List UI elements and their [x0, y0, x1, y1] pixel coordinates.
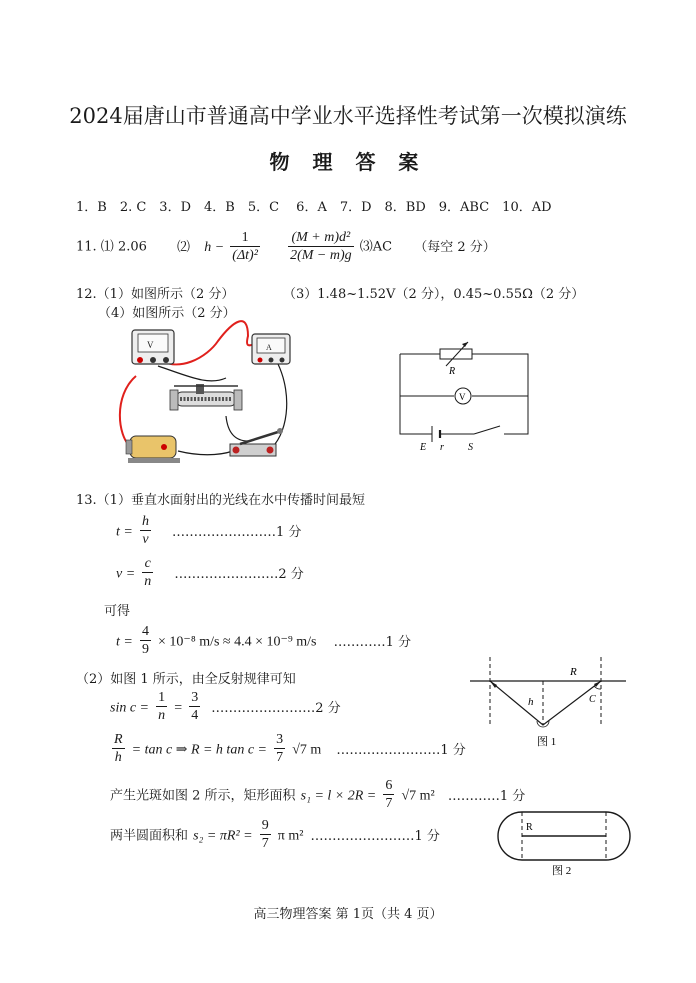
page-footer: 高三物理答案 第 1页（共 4 页）: [253, 907, 443, 922]
rheostat-icon: [170, 384, 242, 410]
figure-1: [470, 655, 630, 750]
switch-symbol-icon: [474, 426, 500, 434]
ammeter-icon: [252, 334, 290, 364]
schematic-label-S: S: [468, 442, 473, 453]
page-title: 2024届唐山市普通高中学业水平选择性考试第一次模拟演练: [69, 104, 627, 128]
schematic-label-R: R: [449, 366, 456, 377]
q11-prefix: 11. ⑴ 2.06: [76, 239, 147, 255]
q12-line1-right: （3）1.48~1.52V（2 分），0.45~0.55Ω（2 分）: [283, 287, 585, 302]
figure-2: [494, 808, 634, 878]
switch-icon: [230, 428, 283, 456]
q13-kede: 可得: [104, 604, 131, 619]
q13-eq5: $\frac{R}{h}$ = tan c ⇒ R = h tan c = $\frac{3}{7}$ √7 m ……………………1 分: [114, 732, 466, 765]
svg-text:A: A: [266, 343, 272, 352]
q11-h-minus: h −: [204, 239, 225, 255]
q11-frac1: $\frac{1}{\text{(Δt)²}}$: [232, 230, 258, 263]
q13-eq2: v = $\frac{c}{n}$ ……………………2 分: [116, 556, 304, 589]
svg-text:V: V: [147, 340, 154, 350]
circuit-schematic: [394, 338, 534, 456]
schematic-label-V: V: [459, 392, 466, 402]
q13-eq3: t = $\frac{4}{9}$ × 10⁻⁸ m/s ≈ 4.4 × 10⁻⁹ m/s …………1 分: [116, 624, 412, 657]
q11-part2-label: ⑵: [177, 239, 191, 255]
q11-note: （每空 2 分）: [414, 239, 496, 255]
q13-eq6: 产生光斑如图 2 所示，矩形面积 s₁ = l × 2R = $\frac{6}{7}$ √7 m² …………1 分: [110, 778, 526, 811]
q13-eq7: 两半圆面积和 s₂ = πR² = $\frac{9}{7}$ π m² ……………………1 分: [110, 818, 440, 851]
q11-part3: ⑶AC: [359, 239, 393, 255]
q13-part2-intro: （2）如图 1 所示，由全反射规律可知: [76, 672, 296, 687]
q12-line1-left: 12.（1）如图所示（2 分）: [76, 287, 235, 302]
battery-icon: [126, 436, 180, 463]
schematic-label-r: r: [440, 442, 444, 453]
q13-part1-intro: 13.（1）垂直水面射出的光线在水中传播时间最短: [76, 493, 365, 508]
q11-frac2: $\frac{\text{(M + m)d²}}{2(M - m)g}$: [290, 230, 352, 263]
answer-11: [76, 230, 496, 264]
fig2-label-R: R: [526, 822, 533, 833]
resistor-icon: [440, 349, 472, 359]
fig1-label-R: R: [570, 666, 577, 678]
schematic-label-E: E: [420, 442, 427, 453]
voltmeter-icon: [132, 330, 174, 364]
q12-line2: （4）如图所示（2 分）: [98, 306, 236, 321]
q13-eq4: sin c = $\frac{1}{n}$ = $\frac{3}{4}$ ……………………2 分: [110, 690, 341, 723]
fig1-label-C: C: [589, 694, 596, 705]
answers-1-10: 1．B 2. C 3．D 4．B 5．C 6．A 7．D 8．BD 9．ABC 10．AD: [76, 200, 552, 215]
wiring-diagram: [118, 316, 304, 466]
q13-eq1: t = $\frac{h}{v}$ ……………………1 分: [116, 514, 302, 547]
fig1-label-h: h: [528, 696, 534, 708]
fig1-caption: 图 1: [537, 736, 557, 748]
page-subtitle: 物 理 答 案: [269, 150, 427, 174]
fig2-caption: 图 2: [552, 865, 572, 877]
